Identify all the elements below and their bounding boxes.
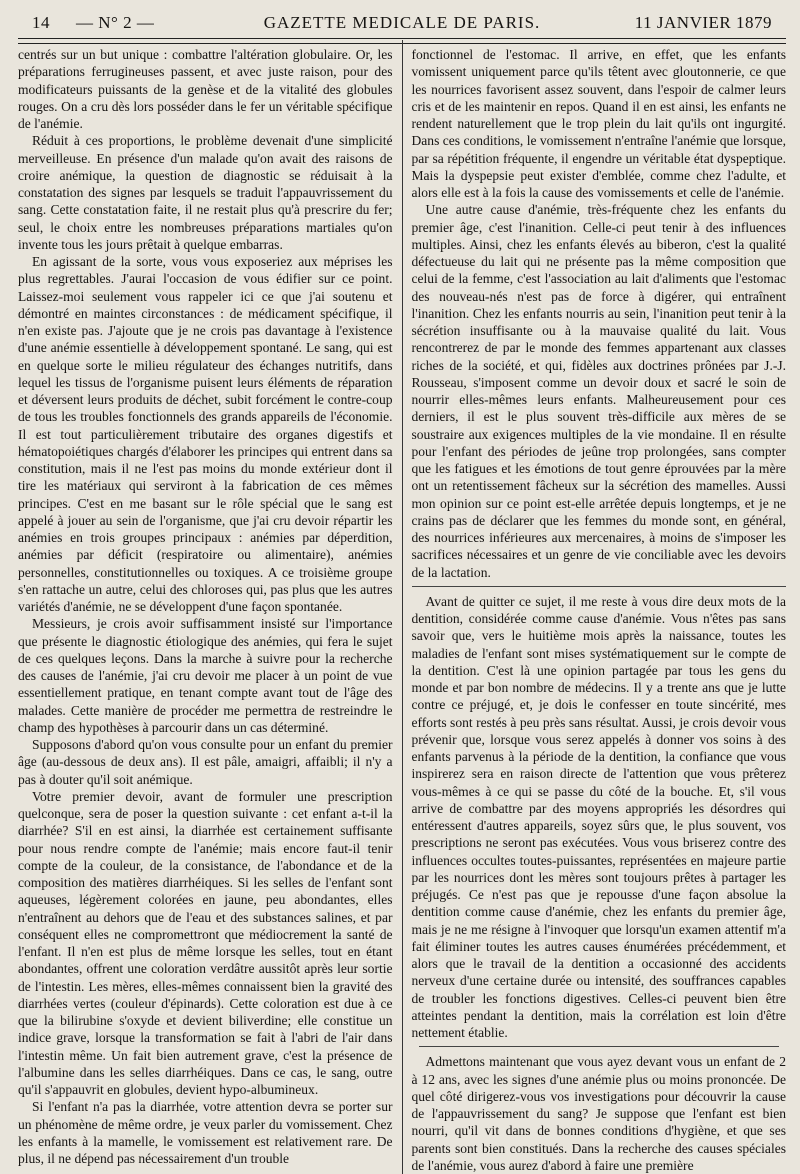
paragraph: fonctionnel de l'estomac. Il arrive, en effet, que les enfants vomissent uniquement parce qu'ils têtent avec gloutonnerie, ce que les nourrices favorisent assez souvent, dans l'espoir de calmer leurs cris et de les maintenir en repos. Quand il en est ainsi, les enfants ne rendent naturellement que le trop plein du lait qu'ils ont ingurgité. Dans ces conditions, le vomissement n'entraîne l'anémie que lorsque, par sa répétition fréquente, il engendre un véritable état dyspeptique. Mais la dyspepsie peut exister d'emblée, comme chez l'adulte, et alors elle est à la fois la cause des vomissements et celle de l'anémie. [411, 47, 786, 200]
paragraph: Supposons d'abord qu'on vous consulte pour un enfant du premier âge (au-dessous de deux ans). Il est pâle, amaigri, affaibli; il n'y a pas à douter qu'il soit anémique. [18, 737, 393, 787]
page-number: 14 [32, 13, 50, 32]
paragraph: Avant de quitter ce sujet, il me reste à vous dire deux mots de la dentition, considérée comme cause d'anémie. Vous n'êtes pas sans savoir que, vers le huitième mois après la naissance, toutes les maladies de l'enfant sont mises systématiquement sur le compte de la dentition. C'est là une opinion partagée par tous les gens du monde et par bon nombre de médecins. Il y a trente ans que je lutte contre ce préjugé, et, je dois le confesser en toute sincérité, mes efforts sont restés à peu près sans résultat. Aussi, je crois devoir vous prévenir que, lorsque vous serez appelés à donner vos soins à des enfants parvenus à la période de la dentition, la confiance que vous inspirerez sera en raison directe de l'attention que vous prêterez vous-mêmes à ce qui se passe du côté de la bouche. Et, s'il vous arrive de combattre par des moyens appropriés les désordres qui entéressent d'autres appareils, soyez sûrs que, le plus souvent, vos prescriptions ne seront pas exécutées. Vous vous briserez contre des influences occultes toutes-puissantes, représentées en majeure partie par les nourrices dont les mères sont toujours prêtes à partager les préjugés. Ce n'est pas que je repousse d'une façon absolue la dentition comme cause d'anémie, chez les enfants du premier âge, mais je ne me résigne à l'invoquer que lorsqu'un examen attentif m'a fait éliminer toutes les autres causes énumérées précédemment, et alors que le travail de la dentition a occasionné des accidents nerveux d'une certaine durée ou intensité, des souffrances capables de troubler les fonctions digestives. Celles-ci peuvent bien être atteintes pendant la dentition, mais la corrélation est loin d'être nettement établie. [411, 593, 786, 1040]
paragraph: En agissant de la sorte, vous vous exposeriez aux méprises les plus regrettables. J'aurai l'occasion de vous édifier sur ce point. Laissez-moi seulement vous rappeler ici ce que j'ai soutenu et démontré en maintes circonstances : de médicament spécifique, il n'en existe pas. J'ajoute que je ne crois pas davantage à l'existence d'une anémie essentielle à développement spontané. Le sang, qui est en quelque sorte le milieu régulateur des échanges nutritifs, dans lequel les tissus de l'organisme puisent leurs éléments de réparation et déversent leurs produits de déchet, subit forcément le contre-coup de tous les troubles fonctionnels des grands appareils de l'économie. Il est tout particulièrement tributaire des organes digestifs et hématopoiétiques chargés d'élaborer les principes qui entrent dans sa constitution, mais il ne l'est pas moins du monde extérieur dont il tire les matériaux qui serviront à la fabrication de ces mêmes principes. C'est en me basant sur le rôle spécial que le sang est appelé à jouer au sein de l'organisme, que j'ai cru devoir répartir les anémies en trois groupes principaux : anémies par déperdition, anémies par déficit (respiratoire ou alimentaire), anémies personnelles, constitutionnelles ou toxiques. A ce troisième groupe s'en rattache un autre, celui des chloroses qui, pas plus que les autres variétés d'anémie, ne se développent d'une façon spontanée. [18, 254, 393, 614]
left-column [18, 46, 402, 1174]
paragraph: Si l'enfant n'a pas la diarrhée, votre attention devra se porter sur un phénomène de même ordre, je veux parler du vomissement. Chez les enfants à la mamelle, le vomissement est relativement rare. De plus, il ne dépend pas nécessairement d'un trouble [18, 1099, 393, 1166]
paragraph: centrés sur un but unique : combattre l'altération globulaire. Or, les préparations ferrugineuses passent, et avec juste raison, pour des modificateurs puissants de la genèse et de la vitalité des globules rouges. On a cru dès lors posséder dans le fer un véritable spécifique de l'anémie. [18, 47, 393, 131]
right-column [403, 46, 787, 1174]
article-columns [18, 46, 786, 1174]
journal-title: GAZETTE MEDICALE DE PARIS. [263, 13, 541, 32]
paragraph: Une autre cause d'anémie, très-fréquente chez les enfants du premier âge, c'est l'inanition. Celle-ci peut tenir à des influences multiples. Ainsi, chez les enfants élevés au biberon, c'est la qualité défectueuse du lait qui ne présente pas la même composition que celui de la femme, c'est l'association au lait d'aliments que l'estomac des nouveau-nés n'est pas de force à digérer, qui entraînent l'inanition. Chez les enfants nourris au sein, l'inanition peut tenir à la sécrétion insuffisante ou à la mauvaise qualité du lait. Vous rencontrerez de par le monde des femmes appartenant aux classes riches de la société, et qui, fidèles aux doctrines prônées par J.-J. Rousseau, s'imposent comme un devoir doux et sacré le soin de nourrir elles-mêmes leurs enfants. Malheureusement pour ces derniers, il est le plus souvent très-difficile aux mères de se soustraire aux exigences multiples de la vie mondaine. Il en résulte pour l'enfant des périodes de jeûne trop prolongées, sans compter que les fatigues et les émotions de tout genre éprouvées par la mère ont un retentissement fâcheux sur la sécrétion des mamelles. Aussi mon opinion sur ce point est-elle arrêtée depuis longtemps, et je ne crains pas de déclarer que les femmes du monde sont, en général, des nourrices inférieures aux mercenaires, à moins de s'imposer les sacrifices nécessaires et un genre de vie conciliable avec les devoirs de la lactation. [411, 202, 786, 580]
issue-date: 11 JANVIER 1879 [634, 13, 772, 32]
section-separator [419, 1046, 779, 1047]
section-separator [412, 586, 787, 587]
paragraph: Admettons maintenant que vous ayez devant vous un enfant de 2 à 12 ans, avec les signes d'une anémie plus ou moins prononcée. De quel côté dirigerez-vous vos investigations pour découvrir la cause de l'appauvrissement du sang? Je suppose que l'enfant est bien nourri, qu'il vit dans de bonnes conditions d'hygiène, et que ses parents sont bien constitués. Dans la recherche des causes spéciales de l'anémie, vous aurez d'abord à faire une première [411, 1054, 786, 1173]
paragraph: Messieurs, je crois avoir suffisamment insisté sur l'importance que présente le diagnostic étiologique des anémies, qui fera le sujet de ces quelques leçons. Dans la marche à suivre pour la recherche des causes de l'anémie, j'ai cru devoir me placer à un point de vue essentiellement pratique, en tenant compte avant tout de l'âge des malades. Cette manière de procéder me permettra de restreindre le champ des hypothèses à parcourir dans un cas déterminé. [18, 616, 393, 735]
paragraph: Réduit à ces proportions, le problème devenait d'une simplicité merveilleuse. En présence d'un malade qu'on avait des raisons de croire anémique, la question de diagnostic se réduisait à la constatation des signes par lesquels se traduit l'appauvrissement du sang. Cette constatation faite, il ne restait plus qu'à prescrire du fer; seul, le choix entre les nombreuses préparations martiales qu'on invente tous les jours prêtait à quelque embarras. [18, 133, 393, 252]
issue-number: — N° 2 — [76, 13, 155, 32]
paragraph: Votre premier devoir, avant de formuler une prescription quelconque, sera de poser la question suivante : cet enfant a-t-il la diarrhée? S'il en est ainsi, la diarrhée est certainement suffisante pour nous rendre compte de l'anémie; mais encore faut-il tenir compte de la couleur, de la consistance, de l'abondance et de la composition des matières diarrhéiques. Si les selles de l'enfant sont aqueuses, légèrement colorées en jaune, peu abondantes, elles n'entraînent au dehors que de l'eau et des substances salines, et par conséquent elles ne compromettront que médiocrement la santé de l'enfant. Il n'en est plus de même lorsque les selles, tout en étant abondantes, offrent une coloration verdâtre aussitôt après leur sortie de l'intestin. Les mères, elles-mêmes connaissent bien la gravité des diarrhées vertes (couleur d'épinards). Cette coloration est due à ce que la bilirubine s'oxyde et devient biliverdine; elle constitue un indice grave, lorsque la transformation se fait à l'abri de l'air dans l'intestin même. Un fait bien autrement grave, c'est la présence de l'albumine dans les selles diarrhéiques. Dans ce cas, le sang, outre qu'il s'appauvrit en globules, devient hypo-albumineux. [18, 788, 393, 1097]
page-header [18, 8, 786, 34]
